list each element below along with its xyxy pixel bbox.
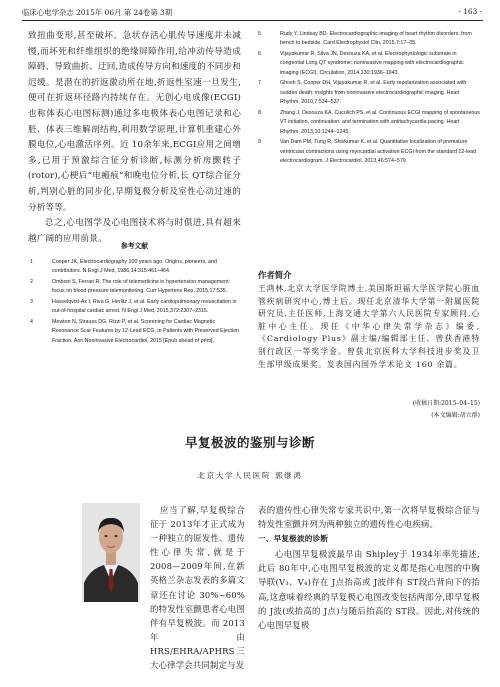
- reference-item: 6 Vijayakumar R, Silva JN, Desouza KA, et al. Electrophysiologic substrate in congenital Long QT syndrome: noninvasive mapping with electrocardiographic imaging (ECGI). Circulation, 2014,130:1936–1943.: [258, 51, 464, 76]
- author-intro-heading: 作者简介: [258, 270, 292, 280]
- portrait-image: [82, 503, 140, 602]
- page-number: · 163 ·: [458, 7, 482, 16]
- reference-item: 9 Van Dam PM, Tung R, Shivkumar K, et al. Quantitative localization of premature ventricular contractions using myocardial activation ECGI from the standard 12-lead electrocardiogram. J Electrocardiol, 2013,46:574–579.: [258, 139, 477, 165]
- references-list-left: [30, 258, 242, 347]
- journal-info: 临床心电学杂志 2015年 06月 第 24卷第 3期: [22, 8, 173, 17]
- reference-item: 5 Rudy Y, Lindsay BD. Electrocardiographic imaging of heart rhythm disorders: from bench to bedside. Card Electrophysiol Clin, 2015,7:17–35.: [258, 31, 472, 47]
- article-author: 北京大学人民医院 郭继鸿: [197, 471, 303, 480]
- paragraph: 心电图早复极波最早由 Shipley于 1934年率先描述,此后 80年中,心电图早复极波的定义都是指心电图的中胸导联(V₃、V₄)存在 J点抬高或 J波伴有 ST段凸背向下的抬高,这意味着经典的早复极心电图改变包括两部分,即早复极的 J波(或抬高的 J点)与随后抬高的 ST段。因此,对传统的心电图早复极: [258, 549, 480, 630]
- left-column-text: [28, 29, 241, 247]
- reference-item: 7 Ghosh S, Cooper DH, Vijayakumar R, et al. Early repolarization associated with sudden death: insights from noninvasive electrocardiographic imaging. Heart Rhythm, 2010,7:534–537.: [258, 80, 467, 106]
- paragraph: 表的遗传性心律失常专家共识中,第一次将早复极综合征与特发性室颤并列为两种独立的遗传性心电疾病。: [258, 505, 480, 530]
- reference-item: 2 Omboni S, Ferrari R. The role of telemedicine in hypertension management: focus on blood pressure telemonitoring. Curr Hypertens Rep, 2015,17:535.: [30, 279, 231, 295]
- references-list-right: [258, 30, 480, 168]
- paragraph: 总之,心电图学及心电图技术将与时俱进,具有超来越广阔的应用前景。: [28, 218, 241, 244]
- author-bio: 王鸿林,北京大学医学院博士,美国斯坦福大学医学院心脏血管疾病研究中心,博士后。现任北京清华大学第一附属医院研究员,主任医师,上海交通大学第六人民医院专家顾问,心脏中心主任。现任《中华心律失常学杂志》编委,《Cardiology Plus》副主编/编辑部主任。曾获香港特别行政区一等奖学金。曾获北京医科大学科技进步奖及卫生部甲级成果奖。发表国内国外学术论文 160 余篇。: [258, 284, 480, 369]
- received-date: (收稿日期:2015–04–15): [412, 400, 480, 407]
- header-rule: [22, 20, 483, 21]
- editor-note: (本文编辑:胡立群): [431, 412, 480, 419]
- article-intro-text: 应当了解,早复极综合征于 2013年才正式成为一种独立的原发性、遗传性心律失常,就是于 2008—2009年间,在新英格兰杂志发表的多篇文章还在讨论 30%~60%的特发性室颤患者心电图伴有早复极波。而 2013年由 HRS/EHRA/APHRS三大心律学会共同制定与发: [150, 505, 245, 671]
- article-right-column: [258, 503, 480, 632]
- reference-item: 8 Zhang J, Desouza KA, Cuculich PS, et al. Continuous ECGI mapping of spontaneous VT initiation, continuation, and termination with antitachycardia pacing. Heart Rhythm, 2013,10:1244–1245.: [258, 109, 480, 135]
- reference-item: 1 Cooper JK. Electrocardiography 100 years ago. Origins, pioneers, and contributors. N Engl J Med, 1986,14:315:461–464.: [30, 259, 217, 275]
- reference-item: 3 Hasselqvist-Ax I, Riva G, Herlitz J, et al. Early cardiopulmonary resuscitation in out-of-hospital cardiac arrest. N Engl J Med, 2015,372:2307–2315.: [30, 299, 237, 315]
- author-photo: [82, 503, 140, 602]
- running-header: [22, 7, 490, 18]
- article-title: 早复极波的鉴别与诊断: [184, 435, 315, 450]
- section-heading: 一、早复极波的诊断: [258, 534, 329, 544]
- reference-item: 4 Mewton N, Strauss DG, Rizzi P, et al. Screening for Cardiac Magnetic Resonance Scar Features by 12-Lead ECG, in Patients with Preserved Ejection Fraction. Ann Noninvasive Electrocardiol, 2015 [Epub ahead of print].: [30, 319, 239, 344]
- paragraph: 致扭曲变形,甚至破坏。急状存活心肌传导速度并未减慢,而坏死和纤维组织的绝缘屏障作用,给冲动传导造成障碍、导致曲折、迂回,造成传导方向和速度的不同步和迟缓。是潜在的折返激动所在地,折返性室速一旦发生,便可在折返环径路内持续存在。无创心电成像(ECGI)也称体表心电图标测)通过多电极体表心电图记录和心脏、体表三维解剖结构,利用数学原理,计算机重建心外膜电位,心电激活序列。近 10余年来,ECGI应用之间增多,已用于预激综合征分析诊断,标测分析房颤转子(rotor),心梗后“电瘢痕”和晚电位分析,长 QT综合征分析,判别心脏的同步化,早期复极分析及室性心动过速的分析等等。: [28, 31, 241, 213]
- references-title: 参考文献: [120, 242, 149, 250]
